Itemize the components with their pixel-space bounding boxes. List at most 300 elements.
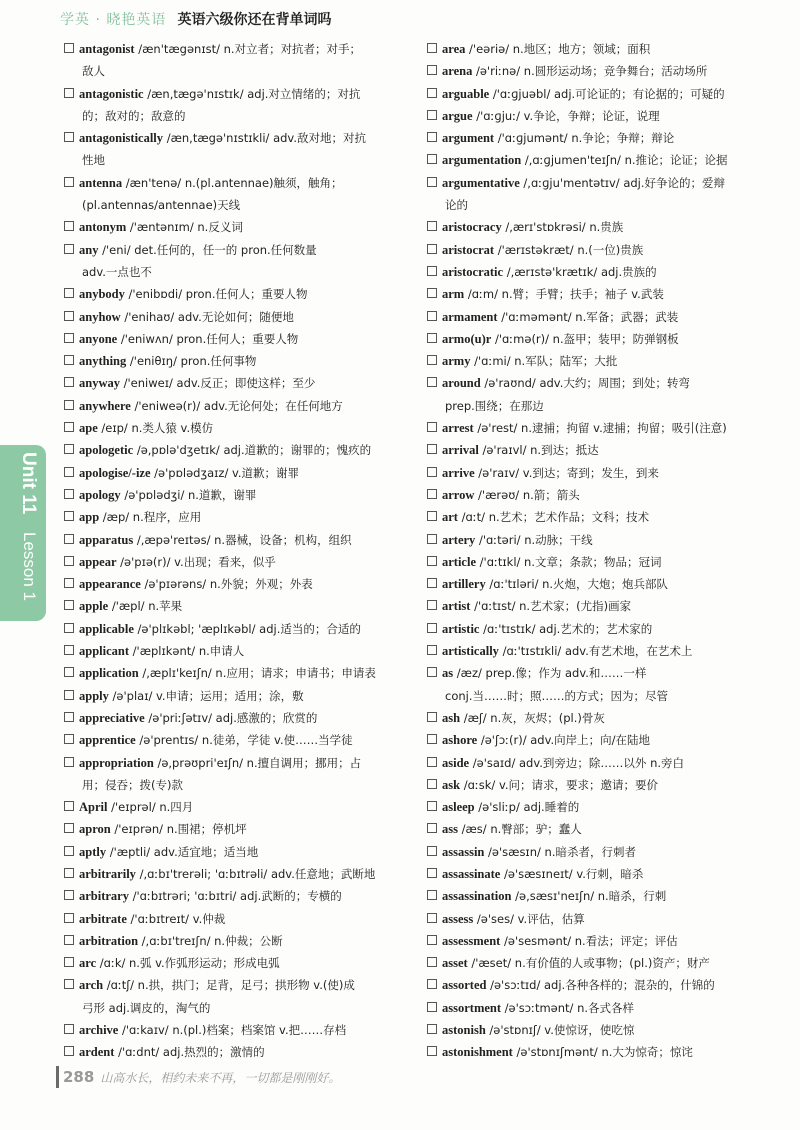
checkbox-icon[interactable] (427, 288, 437, 298)
entry-line (64, 328, 397, 350)
entry-word: around (442, 376, 481, 391)
checkbox-icon[interactable] (64, 177, 74, 187)
checkbox-icon[interactable] (427, 311, 437, 321)
vocab-entry (64, 216, 397, 238)
vocab-entry (427, 239, 760, 261)
entry-line (64, 529, 397, 551)
checkbox-icon[interactable] (427, 712, 437, 722)
entry-line (64, 216, 397, 238)
entry-definition: /'ɑːbɪtreɪt/ v.仲裁 (126, 911, 226, 926)
entry-word: applicable (79, 621, 134, 636)
vocab-entry (427, 172, 760, 217)
entry-definition: /,ɑːbɪ'trerəli; 'ɑːbɪtrəli/ adv.任意地；武断地 (135, 866, 376, 881)
vocab-entry (64, 818, 397, 840)
checkbox-icon[interactable] (427, 757, 437, 767)
checkbox-icon[interactable] (64, 534, 74, 544)
entry-word: appear (79, 554, 117, 569)
entry-word: assassinate (442, 866, 501, 881)
vocab-entry (427, 127, 760, 149)
entry-line (64, 974, 397, 996)
checkbox-icon[interactable] (427, 43, 437, 53)
checkbox-icon[interactable] (427, 333, 437, 343)
entry-word: ask (442, 777, 461, 792)
entry-line (64, 1019, 397, 1041)
page-number-bar (56, 1066, 59, 1088)
entry-line (64, 506, 397, 528)
vocab-entry (64, 484, 397, 506)
entry-word: art (442, 510, 458, 525)
entry-line (427, 997, 760, 1019)
vocab-entry (64, 283, 397, 305)
entry-continuation: 论的 (445, 198, 468, 213)
entry-line (64, 551, 397, 573)
entry-definition: /ə'pɪərəns/ n.外貌；外观；外表 (140, 577, 313, 592)
entry-line (64, 841, 397, 863)
entry-definition: /æn,tægə'nɪstɪk/ adj.对立情绪的；对抗 (143, 86, 361, 101)
entry-line (64, 952, 397, 974)
checkbox-icon[interactable] (427, 667, 437, 677)
vocab-entry (64, 83, 397, 128)
entry-definition: /ə'pɪə(r)/ v.出现；看来，似乎 (116, 554, 276, 569)
entry-word: ape (79, 421, 98, 436)
entry-line (64, 306, 397, 328)
vocab-entry (427, 83, 760, 105)
entry-continuation: 敌人 (82, 64, 105, 79)
checkbox-icon[interactable] (427, 623, 437, 633)
checkbox-icon[interactable] (64, 221, 74, 231)
vocab-entry (427, 863, 760, 885)
vocab-entry (64, 640, 397, 662)
entry-definition: /'eniθɪŋ/ pron.任何事物 (126, 354, 257, 369)
checkbox-icon[interactable] (427, 890, 437, 900)
entry-word: arbitrarily (79, 866, 136, 881)
entry-definition: /'eəriə/ n.地区；地方；领域；面积 (465, 42, 651, 56)
entry-word: area (442, 42, 466, 56)
entry-word: arc (79, 956, 97, 971)
checkbox-icon[interactable] (64, 667, 74, 677)
checkbox-icon[interactable] (64, 712, 74, 722)
entry-line (427, 573, 760, 595)
vocab-entry (64, 239, 397, 284)
entry-word: assassin (442, 844, 485, 859)
entry-word: assessment (442, 933, 501, 948)
checkbox-icon[interactable] (427, 957, 437, 967)
entry-definition: /'eɪprəl/ n.四月 (107, 800, 194, 815)
checkbox-icon[interactable] (427, 511, 437, 521)
vocab-entry (427, 952, 760, 974)
checkbox-icon[interactable] (64, 311, 74, 321)
entry-definition: /'æpl/ n.苹果 (108, 599, 183, 614)
checkbox-icon[interactable] (64, 935, 74, 945)
checkbox-icon[interactable] (427, 377, 437, 387)
entry-definition: /,æpə'reɪtəs/ n.器械，设备；机构，组织 (133, 532, 352, 547)
checkbox-icon[interactable] (64, 979, 74, 989)
entry-word: apron (79, 822, 111, 837)
entry-word: artillery (442, 577, 486, 592)
lesson-label: Lesson 1 (20, 532, 39, 601)
entry-definition: /æp/ n.程序，应用 (99, 510, 202, 525)
entry-definition: /ə'rest/ n.逮捕；拘留 v.逮捕；拘留；吸引(注意) (473, 421, 727, 436)
entry-word: ass (442, 822, 458, 837)
checkbox-icon[interactable] (427, 734, 437, 744)
vocab-entry (427, 261, 760, 283)
checkbox-icon[interactable] (64, 467, 74, 477)
entry-definition: /'ɑːmi/ n.军队；陆军；大批 (470, 354, 618, 369)
checkbox-icon[interactable] (64, 88, 74, 98)
checkbox-icon[interactable] (64, 645, 74, 655)
entry-line (427, 908, 760, 930)
vocab-entry (427, 328, 760, 350)
entry-line (427, 1019, 760, 1041)
entry-word: apprentice (79, 733, 136, 748)
entry-definition: /ə'ses/ v.评估，估算 (473, 911, 585, 926)
vocab-entry (427, 1041, 760, 1063)
checkbox-icon[interactable] (64, 511, 74, 521)
vocab-entry (64, 752, 397, 797)
entry-continuation: adv.一点也不 (82, 264, 152, 279)
entry-word: appearance (79, 577, 141, 592)
checkbox-icon[interactable] (64, 422, 74, 432)
entry-definition: /'eniweə(r)/ adv.无论何处；在任何地方 (130, 398, 343, 413)
checkbox-icon[interactable] (427, 534, 437, 544)
checkbox-icon[interactable] (64, 801, 74, 811)
checkbox-icon[interactable] (64, 600, 74, 610)
entry-definition: /ɑːsk/ v.问；请求，要求；邀请；要价 (460, 777, 659, 792)
entry-line (64, 395, 397, 417)
vocab-entry (64, 38, 397, 83)
vocab-entry (64, 729, 397, 751)
vocab-entry (427, 796, 760, 818)
vocab-entry (64, 908, 397, 930)
checkbox-icon[interactable] (64, 556, 74, 566)
checkbox-icon[interactable] (64, 1024, 74, 1034)
entry-definition: /ə'prentɪs/ n.徒弟，学徒 v.使……当学徒 (135, 733, 353, 748)
checkbox-icon[interactable] (427, 600, 437, 610)
entry-continuation: (pl.antennas/antennae)天线 (82, 198, 241, 213)
entry-definition: /ə'sɔːtɪd/ adj.各种各样的；混杂的，什锦的 (486, 978, 715, 993)
entry-definition: /ə,sæsɪ'neɪʃn/ n.暗杀，行刺 (511, 889, 667, 904)
page-title: 英语六级你还在背单词吗 (177, 12, 332, 28)
checkbox-icon[interactable] (427, 801, 437, 811)
entry-line (64, 930, 397, 952)
entry-definition: /ə'sæsɪneɪt/ v.行刺，暗杀 (500, 866, 644, 881)
checkbox-icon[interactable] (64, 244, 74, 254)
entry-definition: /ə'sliːp/ adj.睡着的 (474, 800, 580, 815)
vocab-entry (64, 306, 397, 328)
checkbox-icon[interactable] (64, 734, 74, 744)
entry-definition: /,ɑːbɪ'treɪʃn/ n.仲裁；公断 (138, 933, 283, 948)
checkbox-icon[interactable] (64, 623, 74, 633)
entry-definition: /ə'sɔːtmənt/ n.各式各样 (501, 1000, 635, 1015)
entry-definition: /'eniweɪ/ adv.反正；即使这样；至少 (119, 376, 316, 391)
entry-line (427, 127, 760, 149)
entry-word: argument (442, 131, 495, 146)
entry-word: aptly (79, 844, 107, 859)
vocab-entry (64, 662, 397, 684)
entry-line (64, 372, 397, 394)
entry-line (427, 974, 760, 996)
entry-word: application (79, 666, 139, 681)
checkbox-icon[interactable] (64, 355, 74, 365)
entry-line (427, 796, 760, 818)
entry-definition: /ə'priːʃətɪv/ adj.感激的；欣赏的 (144, 710, 318, 725)
entry-line (427, 149, 760, 171)
checkbox-icon[interactable] (64, 890, 74, 900)
checkbox-icon[interactable] (427, 132, 437, 142)
vocab-entry (427, 752, 760, 774)
vocab-entry (64, 885, 397, 907)
checkbox-icon[interactable] (427, 444, 437, 454)
entry-word: applicant (79, 644, 130, 659)
entry-word: antagonistic (79, 86, 144, 101)
entry-line (64, 595, 397, 617)
checkbox-icon[interactable] (427, 177, 437, 187)
entry-continuation: prep.围绕；在那边 (445, 398, 544, 413)
checkbox-icon[interactable] (64, 846, 74, 856)
vocab-entry (427, 105, 760, 127)
entry-definition: /'ɑːɡjuː/ v.争论，争辩；论证，说理 (472, 108, 660, 123)
entry-line (64, 573, 397, 595)
vocab-entry (64, 551, 397, 573)
checkbox-icon[interactable] (427, 645, 437, 655)
entry-continuation: 用；侵吞；拨(专)款 (82, 777, 183, 792)
entry-definition: /ə'sæsɪn/ n.暗杀者，行刺者 (484, 844, 636, 859)
entry-line (64, 752, 397, 774)
entry-line (427, 618, 760, 640)
checkbox-icon[interactable] (427, 110, 437, 120)
entry-line (427, 372, 760, 394)
checkbox-icon[interactable] (427, 244, 437, 254)
entry-line (427, 216, 760, 238)
checkbox-icon[interactable] (427, 1024, 437, 1034)
entry-definition: /'ɑːtɪkl/ n.文章；条款；物品；冠词 (476, 554, 662, 569)
entry-definition: /'ɑːtɪst/ n.艺术家；(尤指)画家 (470, 599, 632, 614)
checkbox-icon[interactable] (427, 65, 437, 75)
checkbox-icon[interactable] (427, 846, 437, 856)
entry-word: armament (442, 309, 498, 324)
entry-line (64, 863, 397, 885)
entry-line (427, 662, 760, 684)
checkbox-icon[interactable] (64, 1046, 74, 1056)
entry-word: apologetic (79, 443, 134, 458)
entry-word: anyway (79, 376, 120, 391)
vocab-entry (427, 551, 760, 573)
entry-word: assess (442, 911, 474, 926)
entry-word: apparatus (79, 532, 134, 547)
vocab-entry (427, 417, 760, 439)
vocab-entry (427, 841, 760, 863)
entry-line (64, 239, 397, 261)
checkbox-icon[interactable] (64, 957, 74, 967)
page-footer (56, 1066, 340, 1088)
vocab-entry (427, 997, 760, 1019)
entry-word: arbitrary (79, 889, 129, 904)
entry-definition: /eɪp/ n.类人猿 v.模仿 (97, 421, 214, 436)
entry-definition: /ə,pɒlə'dʒetɪk/ adj.道歉的；谢罪的；愧疚的 (133, 443, 372, 458)
checkbox-icon[interactable] (427, 935, 437, 945)
entry-word: asset (442, 956, 468, 971)
entry-definition: /ɑːk/ n.弧 v.作弧形运动；形成电弧 (96, 956, 280, 971)
checkbox-icon[interactable] (427, 979, 437, 989)
checkbox-icon[interactable] (427, 823, 437, 833)
entry-line (427, 506, 760, 528)
entry-word: appreciative (79, 710, 145, 725)
checkbox-icon[interactable] (427, 913, 437, 923)
entry-word: argue (442, 108, 473, 123)
entry-definition: /,æplɪ'keɪʃn/ n.应用；请求；申请书；申请表 (138, 666, 376, 681)
vocab-entry (64, 395, 397, 417)
entry-line (427, 529, 760, 551)
checkbox-icon[interactable] (427, 221, 437, 231)
entry-definition: /æʃ/ n.灰，灰烬；(pl.)骨灰 (460, 710, 605, 725)
vocab-entry (427, 372, 760, 417)
checkbox-icon[interactable] (64, 444, 74, 454)
entry-definition: /'ɑːkaɪv/ n.(pl.)档案；档案馆 v.把……存档 (118, 1023, 347, 1038)
vocab-entry (64, 841, 397, 863)
entry-definition: /'enihaʊ/ adv.无论如何；随便地 (120, 309, 294, 324)
checkbox-icon[interactable] (427, 154, 437, 164)
entry-word: arrow (442, 487, 475, 502)
vocab-entry (427, 930, 760, 952)
vocab-entry (64, 974, 397, 1019)
entry-line (427, 38, 760, 60)
checkbox-icon[interactable] (64, 757, 74, 767)
checkbox-icon[interactable] (427, 1046, 437, 1056)
checkbox-icon[interactable] (427, 578, 437, 588)
checkbox-icon[interactable] (64, 288, 74, 298)
entry-line (64, 417, 397, 439)
entry-definition: /ɑː'tɪləri/ n.火炮，大炮；炮兵部队 (485, 577, 669, 592)
entry-definition: /'ɑːɡjuəbl/ adj.可论证的；有论据的；可疑的 (489, 86, 725, 101)
checkbox-icon[interactable] (64, 913, 74, 923)
checkbox-icon[interactable] (64, 377, 74, 387)
vocab-entry (64, 439, 397, 461)
checkbox-icon[interactable] (64, 578, 74, 588)
entry-definition: /ɑː'tɪstɪkli/ adv.有艺术地，在艺术上 (498, 644, 693, 659)
checkbox-icon[interactable] (427, 266, 437, 276)
checkbox-icon[interactable] (64, 868, 74, 878)
checkbox-icon[interactable] (427, 422, 437, 432)
checkbox-icon[interactable] (427, 355, 437, 365)
entry-line (427, 930, 760, 952)
checkbox-icon[interactable] (64, 690, 74, 700)
entry-line (64, 707, 397, 729)
checkbox-icon[interactable] (427, 868, 437, 878)
entry-line (427, 105, 760, 127)
vocab-entry (64, 573, 397, 595)
entry-word: any (79, 242, 99, 257)
checkbox-icon[interactable] (64, 333, 74, 343)
vocab-entry (427, 506, 760, 528)
entry-definition: /ə'plaɪ/ v.申请；运用；适用；涂，敷 (108, 688, 304, 703)
entry-definition: /'ɑːtəri/ n.动脉；干线 (475, 532, 593, 547)
checkbox-icon[interactable] (427, 467, 437, 477)
entry-definition: /ə'raɪv/ v.到达；寄到；发生，到来 (474, 465, 659, 480)
checkbox-icon[interactable] (427, 779, 437, 789)
entry-definition: /'ærəʊ/ n.箭；箭头 (474, 487, 580, 502)
entry-line (427, 439, 760, 461)
entry-line (427, 350, 760, 372)
entry-continuation: conj.当……时；照……的方式；因为；尽管 (445, 688, 668, 703)
vocab-entry (427, 707, 760, 729)
entry-word: armo(u)r (442, 331, 492, 346)
entry-word: aside (442, 755, 470, 770)
entry-line (427, 1041, 760, 1063)
entry-definition: /'ɑːbɪtrəri; 'ɑːbɪtri/ adj.武断的；专横的 (128, 889, 342, 904)
entry-line (427, 818, 760, 840)
vocab-entry (427, 618, 760, 640)
entry-definition: /'æplɪkənt/ n.申请人 (129, 644, 245, 659)
checkbox-icon[interactable] (64, 43, 74, 53)
entry-word: appropriation (79, 755, 154, 770)
entry-line (64, 662, 397, 684)
entry-line (427, 952, 760, 974)
entry-word: artist (442, 599, 471, 614)
entry-definition: /,ɑːɡju'mentətɪv/ adj.好争论的；爱辩 (519, 175, 726, 190)
entry-line (427, 774, 760, 796)
entry-line (427, 752, 760, 774)
entry-line (427, 261, 760, 283)
entry-line (427, 172, 760, 194)
page-number: 288 (63, 1068, 95, 1086)
entry-definition: /ə'riːnə/ n.圆形运动场；竞争舞台；活动场所 (472, 64, 708, 79)
entry-word: arbitrate (79, 911, 127, 926)
entry-word: ashore (442, 733, 478, 748)
entry-definition: /'eɪprən/ n.围裙；停机坪 (110, 822, 247, 837)
entry-word: arch (79, 978, 104, 993)
vocab-entry (64, 952, 397, 974)
checkbox-icon[interactable] (427, 88, 437, 98)
entry-line (64, 350, 397, 372)
entry-word: arguable (442, 86, 490, 101)
page-header (60, 9, 331, 33)
entry-definition: /ɑːtʃ/ n.拱，拱门；足背，足弓；拱形物 v.(使)成 (103, 978, 355, 993)
entry-line (64, 172, 397, 194)
entry-line (427, 83, 760, 105)
entry-definition: /'ɑːmə(r)/ n.盔甲；装甲；防弹钢板 (491, 331, 679, 346)
entry-line (427, 595, 760, 617)
entry-word: astonish (442, 1023, 486, 1038)
checkbox-icon[interactable] (64, 823, 74, 833)
checkbox-icon[interactable] (64, 132, 74, 142)
entry-line (64, 908, 397, 930)
entry-line (64, 484, 397, 506)
entry-definition: /,ærɪ'stɒkrəsi/ n.贵族 (501, 220, 624, 235)
checkbox-icon[interactable] (64, 489, 74, 499)
checkbox-icon[interactable] (64, 400, 74, 410)
vocab-entry (427, 908, 760, 930)
checkbox-icon[interactable] (427, 489, 437, 499)
entry-word: asleep (442, 800, 475, 815)
footer-slogan: 山高水长，相约未来不再，一切都是刚刚好。 (100, 1070, 341, 1085)
entry-line (427, 841, 760, 863)
vocab-entry (427, 60, 760, 82)
checkbox-icon[interactable] (427, 556, 437, 566)
left-column (64, 38, 397, 1064)
vocab-entry (64, 506, 397, 528)
checkbox-icon[interactable] (427, 1002, 437, 1012)
entry-definition: /ə'raɪvl/ n.到达；抵达 (478, 443, 599, 458)
entry-definition: /'æset/ n.有价值的人或事物；(pl.)资产；财产 (467, 956, 710, 971)
entry-line (64, 1041, 397, 1063)
entry-definition: /ə'stɒnɪʃ/ v.使惊讶，使吃惊 (485, 1023, 635, 1038)
vocab-entry (427, 439, 760, 461)
entry-definition: /ə'pɒlədʒi/ n.道歉，谢罪 (120, 487, 257, 502)
entry-word: anyhow (79, 309, 121, 324)
entry-line (427, 462, 760, 484)
entry-word: antenna (79, 175, 123, 190)
entry-definition: /ə,prəʊpri'eɪʃn/ n.擅自调用；挪用；占 (153, 755, 362, 770)
